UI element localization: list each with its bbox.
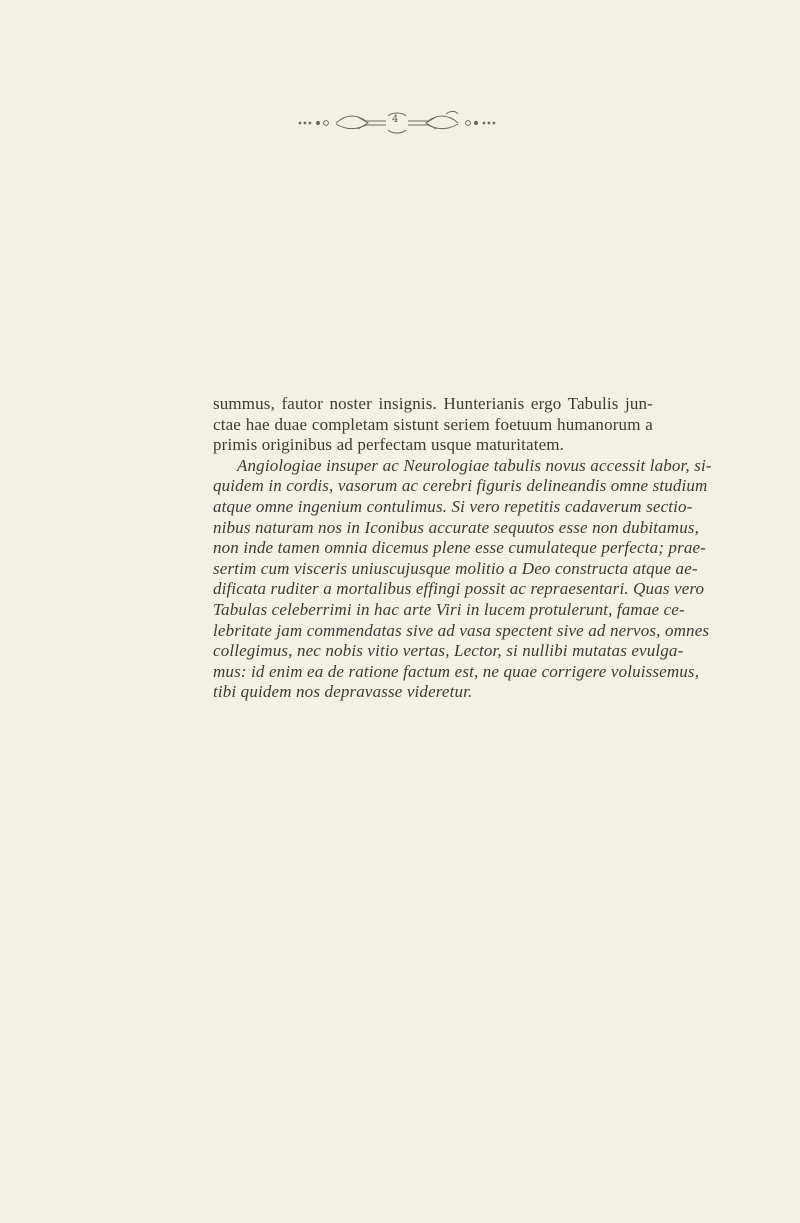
body-text xyxy=(213,394,712,703)
text-line: tibi quidem nos depravasse videretur. xyxy=(213,682,473,702)
text-line: non inde tamen omnia dicemus plene esse cumulateque perfecta; prae- xyxy=(213,538,706,558)
text-line: primis originibus ad perfectam usque maturitatem. xyxy=(213,435,565,455)
text-line: nibus naturam nos in Iconibus accurate sequutos esse non dubitamus, xyxy=(213,517,700,537)
text-line: dificata ruditer a mortalibus effingi possit ac repraesentari. Quas vero xyxy=(213,579,705,599)
page-number: 4 xyxy=(392,114,399,125)
text-line: mus: id enim ea de ratione factum est, ne quae corrigere voluissemus, xyxy=(213,661,700,681)
header-ornament xyxy=(296,108,501,138)
text-line: collegimus, nec nobis vitio vertas, Lector, si nullibi mutatas evulga- xyxy=(213,641,684,661)
text-line: quidem in cordis, vasorum ac cerebri figuris delineandis omne studium xyxy=(213,476,708,496)
text-line: sertim cum visceris uniuscujusque molitio a Deo constructa atque ae- xyxy=(213,558,698,578)
text-line: Angiologiae insuper ac Neurologiae tabulis novus accessit labor, si- xyxy=(237,455,712,475)
text-line: lebritate jam commendatas sive ad vasa spectent sive ad nervos, omnes xyxy=(213,620,710,640)
text-line: summus, fautor noster insignis. Hunterianis ergo Tabulis jun- xyxy=(213,394,653,413)
text-line: Tabulas celeberrimi in hac arte Viri in lucem protulerunt, famae ce- xyxy=(213,599,685,619)
decorative-ornament-icon xyxy=(296,108,501,138)
text-line: ctae hae duae completam sistunt seriem foetuum humanorum a xyxy=(213,414,653,434)
text-line: atque omne ingenium contulimus. Si vero repetitis cadaverum sectio- xyxy=(213,496,693,516)
